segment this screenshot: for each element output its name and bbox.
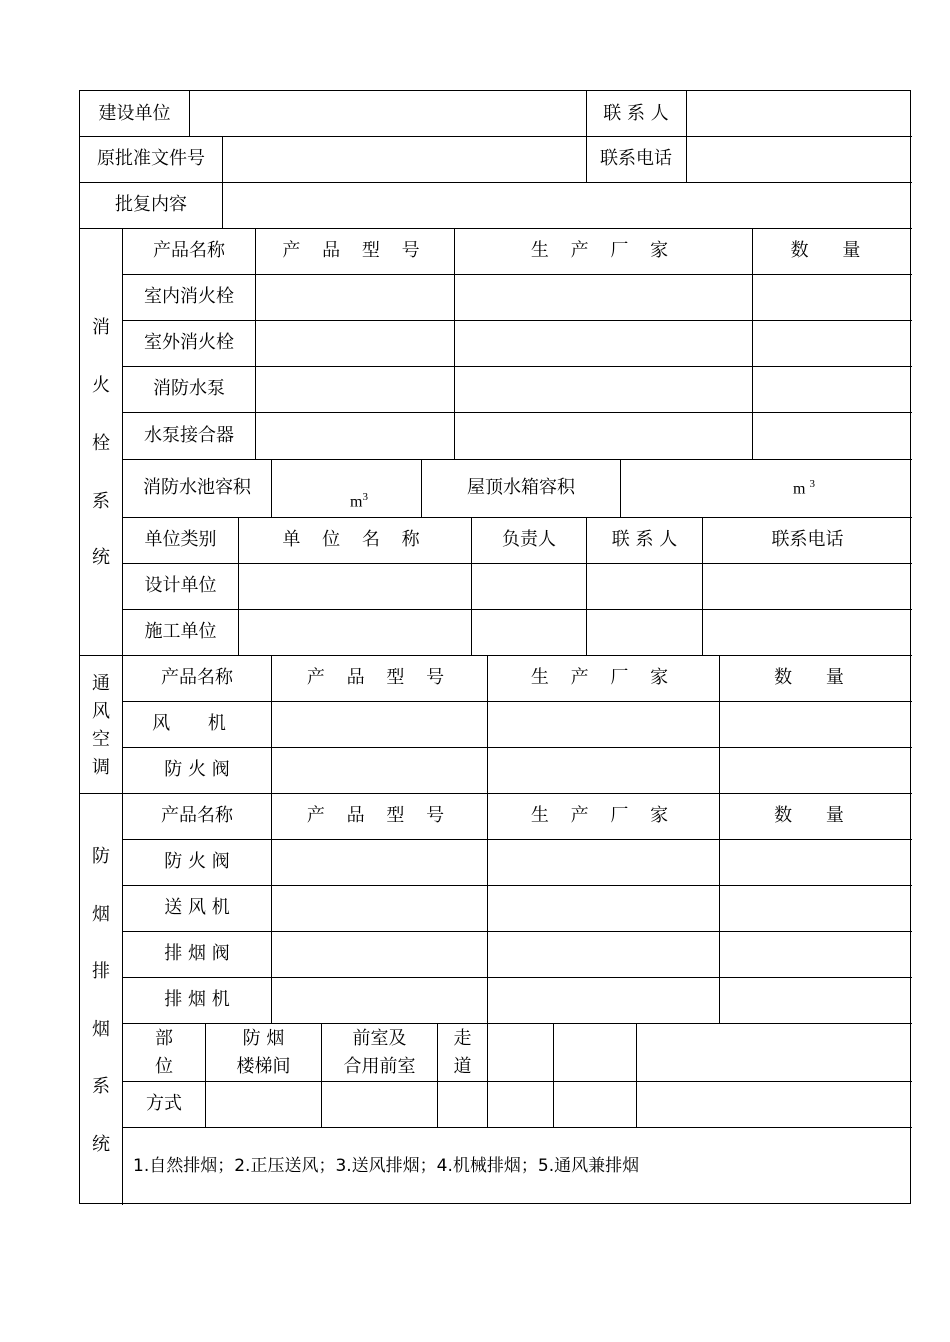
construction-unit-label: 建设单位 <box>98 102 171 124</box>
stair-line: 防 烟 <box>242 1028 285 1049</box>
design-unit-label: 设计单位 <box>144 575 217 596</box>
section-char: 消 <box>92 317 110 338</box>
original-doc-no-value[interactable] <box>223 136 586 182</box>
section-char: 烟 <box>92 1019 110 1040</box>
col-qty: 数 量 <box>774 805 858 826</box>
section-char: 排 <box>92 961 110 982</box>
section-char: 栓 <box>92 433 110 454</box>
pool-volume-unit <box>350 491 368 511</box>
corridor-line: 走 <box>453 1028 472 1049</box>
col-product-name: 产品名称 <box>161 805 233 826</box>
col-model: 产 品 型 号 <box>306 805 453 826</box>
front-line: 前室及 <box>352 1028 407 1049</box>
front-room-label <box>322 1025 437 1081</box>
approval-content-label: 批复内容 <box>115 194 187 215</box>
part-line: 部 <box>155 1028 173 1049</box>
section-char: 统 <box>92 1134 110 1155</box>
person-in-charge-label: 负责人 <box>502 529 556 550</box>
section-char: 通 <box>92 673 110 694</box>
stair-label <box>206 1025 321 1081</box>
col-maker: 生 产 厂 家 <box>530 805 677 826</box>
row-label: 防 火 阀 <box>164 759 230 780</box>
row-label: 排 烟 阀 <box>164 943 230 964</box>
unit-contact-label: 联 系 人 <box>611 529 678 550</box>
col-product-name: 产品名称 <box>161 667 233 688</box>
section-char: 系 <box>92 1076 110 1097</box>
row-label: 室外消火栓 <box>144 332 234 353</box>
unit-exp: 3 <box>809 478 815 490</box>
row-label: 防 火 阀 <box>164 851 230 872</box>
col-qty: 数 量 <box>790 240 875 261</box>
section-char: 风 <box>92 701 110 722</box>
section-char: 统 <box>92 547 110 568</box>
section-char: 调 <box>92 757 110 778</box>
unit-m: m <box>350 493 363 511</box>
section-char: 火 <box>92 375 110 396</box>
tank-volume-label: 屋顶水箱容积 <box>467 477 575 498</box>
row-label: 消防水泵 <box>153 378 225 399</box>
contact-phone-label: 联系电话 <box>600 148 672 169</box>
corridor-line: 道 <box>453 1056 472 1077</box>
col-model: 产 品 型 号 <box>306 667 453 688</box>
section-char: 系 <box>92 491 110 512</box>
contact-phone-value[interactable] <box>687 136 912 182</box>
row-label: 水泵接合器 <box>144 424 234 446</box>
front-line: 合用前室 <box>343 1056 416 1077</box>
row-label: 风 机 <box>152 713 242 734</box>
unit-name-label: 单 位 名 称 <box>282 529 428 550</box>
build-unit-label: 施工单位 <box>144 621 217 642</box>
method-note: 1.自然排烟；2.正压送风；3.送风排烟；4.机械排烟；5.通风兼排烟 <box>133 1156 640 1176</box>
col-maker: 生 产 厂 家 <box>530 240 677 261</box>
tank-volume-unit <box>793 478 815 498</box>
col-qty: 数 量 <box>774 667 858 688</box>
section-char: 烟 <box>92 904 110 925</box>
original-doc-no-label: 原批准文件号 <box>97 148 205 169</box>
part-label <box>123 1025 205 1081</box>
method-label: 方式 <box>146 1093 182 1114</box>
unit-type-label: 单位类别 <box>144 529 217 550</box>
pool-volume-label: 消防水池容积 <box>143 477 251 498</box>
part-line: 位 <box>155 1056 173 1077</box>
contact-label: 联 系 人 <box>603 102 669 124</box>
row-label: 室内消火栓 <box>144 286 234 307</box>
contact-value[interactable] <box>687 91 912 136</box>
construction-unit-value[interactable] <box>190 91 586 136</box>
fire-inspection-form <box>79 90 911 1204</box>
approval-content-value[interactable] <box>223 182 912 228</box>
section-char: 空 <box>92 729 110 750</box>
unit-m: m <box>793 480 806 498</box>
corridor-label <box>438 1025 487 1081</box>
col-model: 产 品 型 号 <box>282 240 428 261</box>
col-maker: 生 产 厂 家 <box>530 667 677 688</box>
unit-phone-label: 联系电话 <box>771 529 844 550</box>
section-char: 防 <box>92 846 110 867</box>
row-label: 排 烟 机 <box>164 989 230 1010</box>
col-product-name: 产品名称 <box>153 240 225 261</box>
stair-line: 楼梯间 <box>236 1056 291 1077</box>
unit-exp: 3 <box>362 491 368 503</box>
row-label: 送 风 机 <box>164 897 230 918</box>
